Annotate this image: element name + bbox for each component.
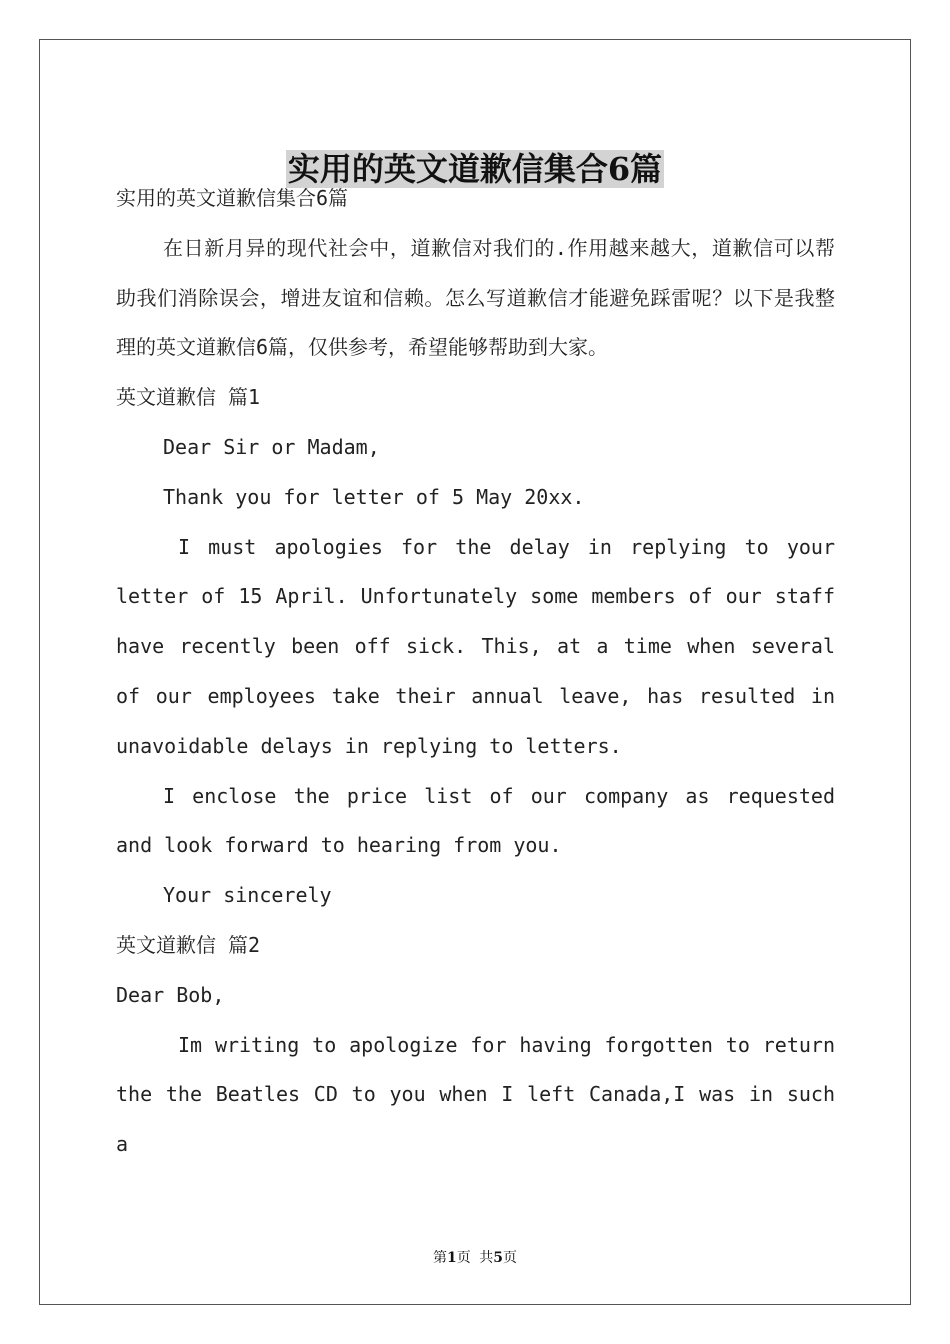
section-heading-2: 英文道歉信 篇2 <box>116 932 261 957</box>
letter1-paragraph: I must apologies for the delay in replying to your letter of 15 April. Unfortunately some members of our staff have recently been off sick. This, at a time when several of our employees take their annual leave, has resulted in unavoidable delays in replying to letters. <box>116 534 835 758</box>
footer-prefix: 第 <box>433 1250 448 1266</box>
page-footer <box>0 1247 950 1267</box>
document-title: 实用的英文道歉信集合6篇 <box>287 150 663 189</box>
letter1-salutation: Dear Sir or Madam, <box>163 434 380 459</box>
footer-total-prefix: 共 <box>479 1250 494 1266</box>
letter2-paragraph: Im writing to apologize for having forgotten to return the the Beatles CD to you when I left Canada,I was in such a <box>116 1032 835 1157</box>
letter2-salutation: Dear Bob, <box>116 982 225 1007</box>
document-body <box>116 174 835 1170</box>
letter1-paragraph: Thank you for letter of 5 May 20xx. <box>163 484 585 509</box>
footer-page-number: 1 <box>447 1250 457 1266</box>
section-heading-1: 英文道歉信 篇1 <box>116 385 261 410</box>
footer-total-pages: 5 <box>493 1250 503 1266</box>
footer-total-unit: 页 <box>502 1250 517 1266</box>
footer-page-unit: 页 <box>456 1250 471 1266</box>
letter1-paragraph: I enclose the price list of our company as requested and look forward to hearing from you. <box>116 783 835 858</box>
subtitle-line: 实用的英文道歉信集合6篇 <box>116 186 349 210</box>
letter1-closing: Your sincerely <box>163 883 332 908</box>
intro-paragraph: 在日新月异的现代社会中，道歉信对我们的.作用越来越大，道歉信可以帮助我们消除误会，增进友谊和信赖。怎么写道歉信才能避免踩雷呢？以下是我整理的英文道歉信6篇，仅供参考，希望能够帮助到大家。 <box>116 235 835 360</box>
